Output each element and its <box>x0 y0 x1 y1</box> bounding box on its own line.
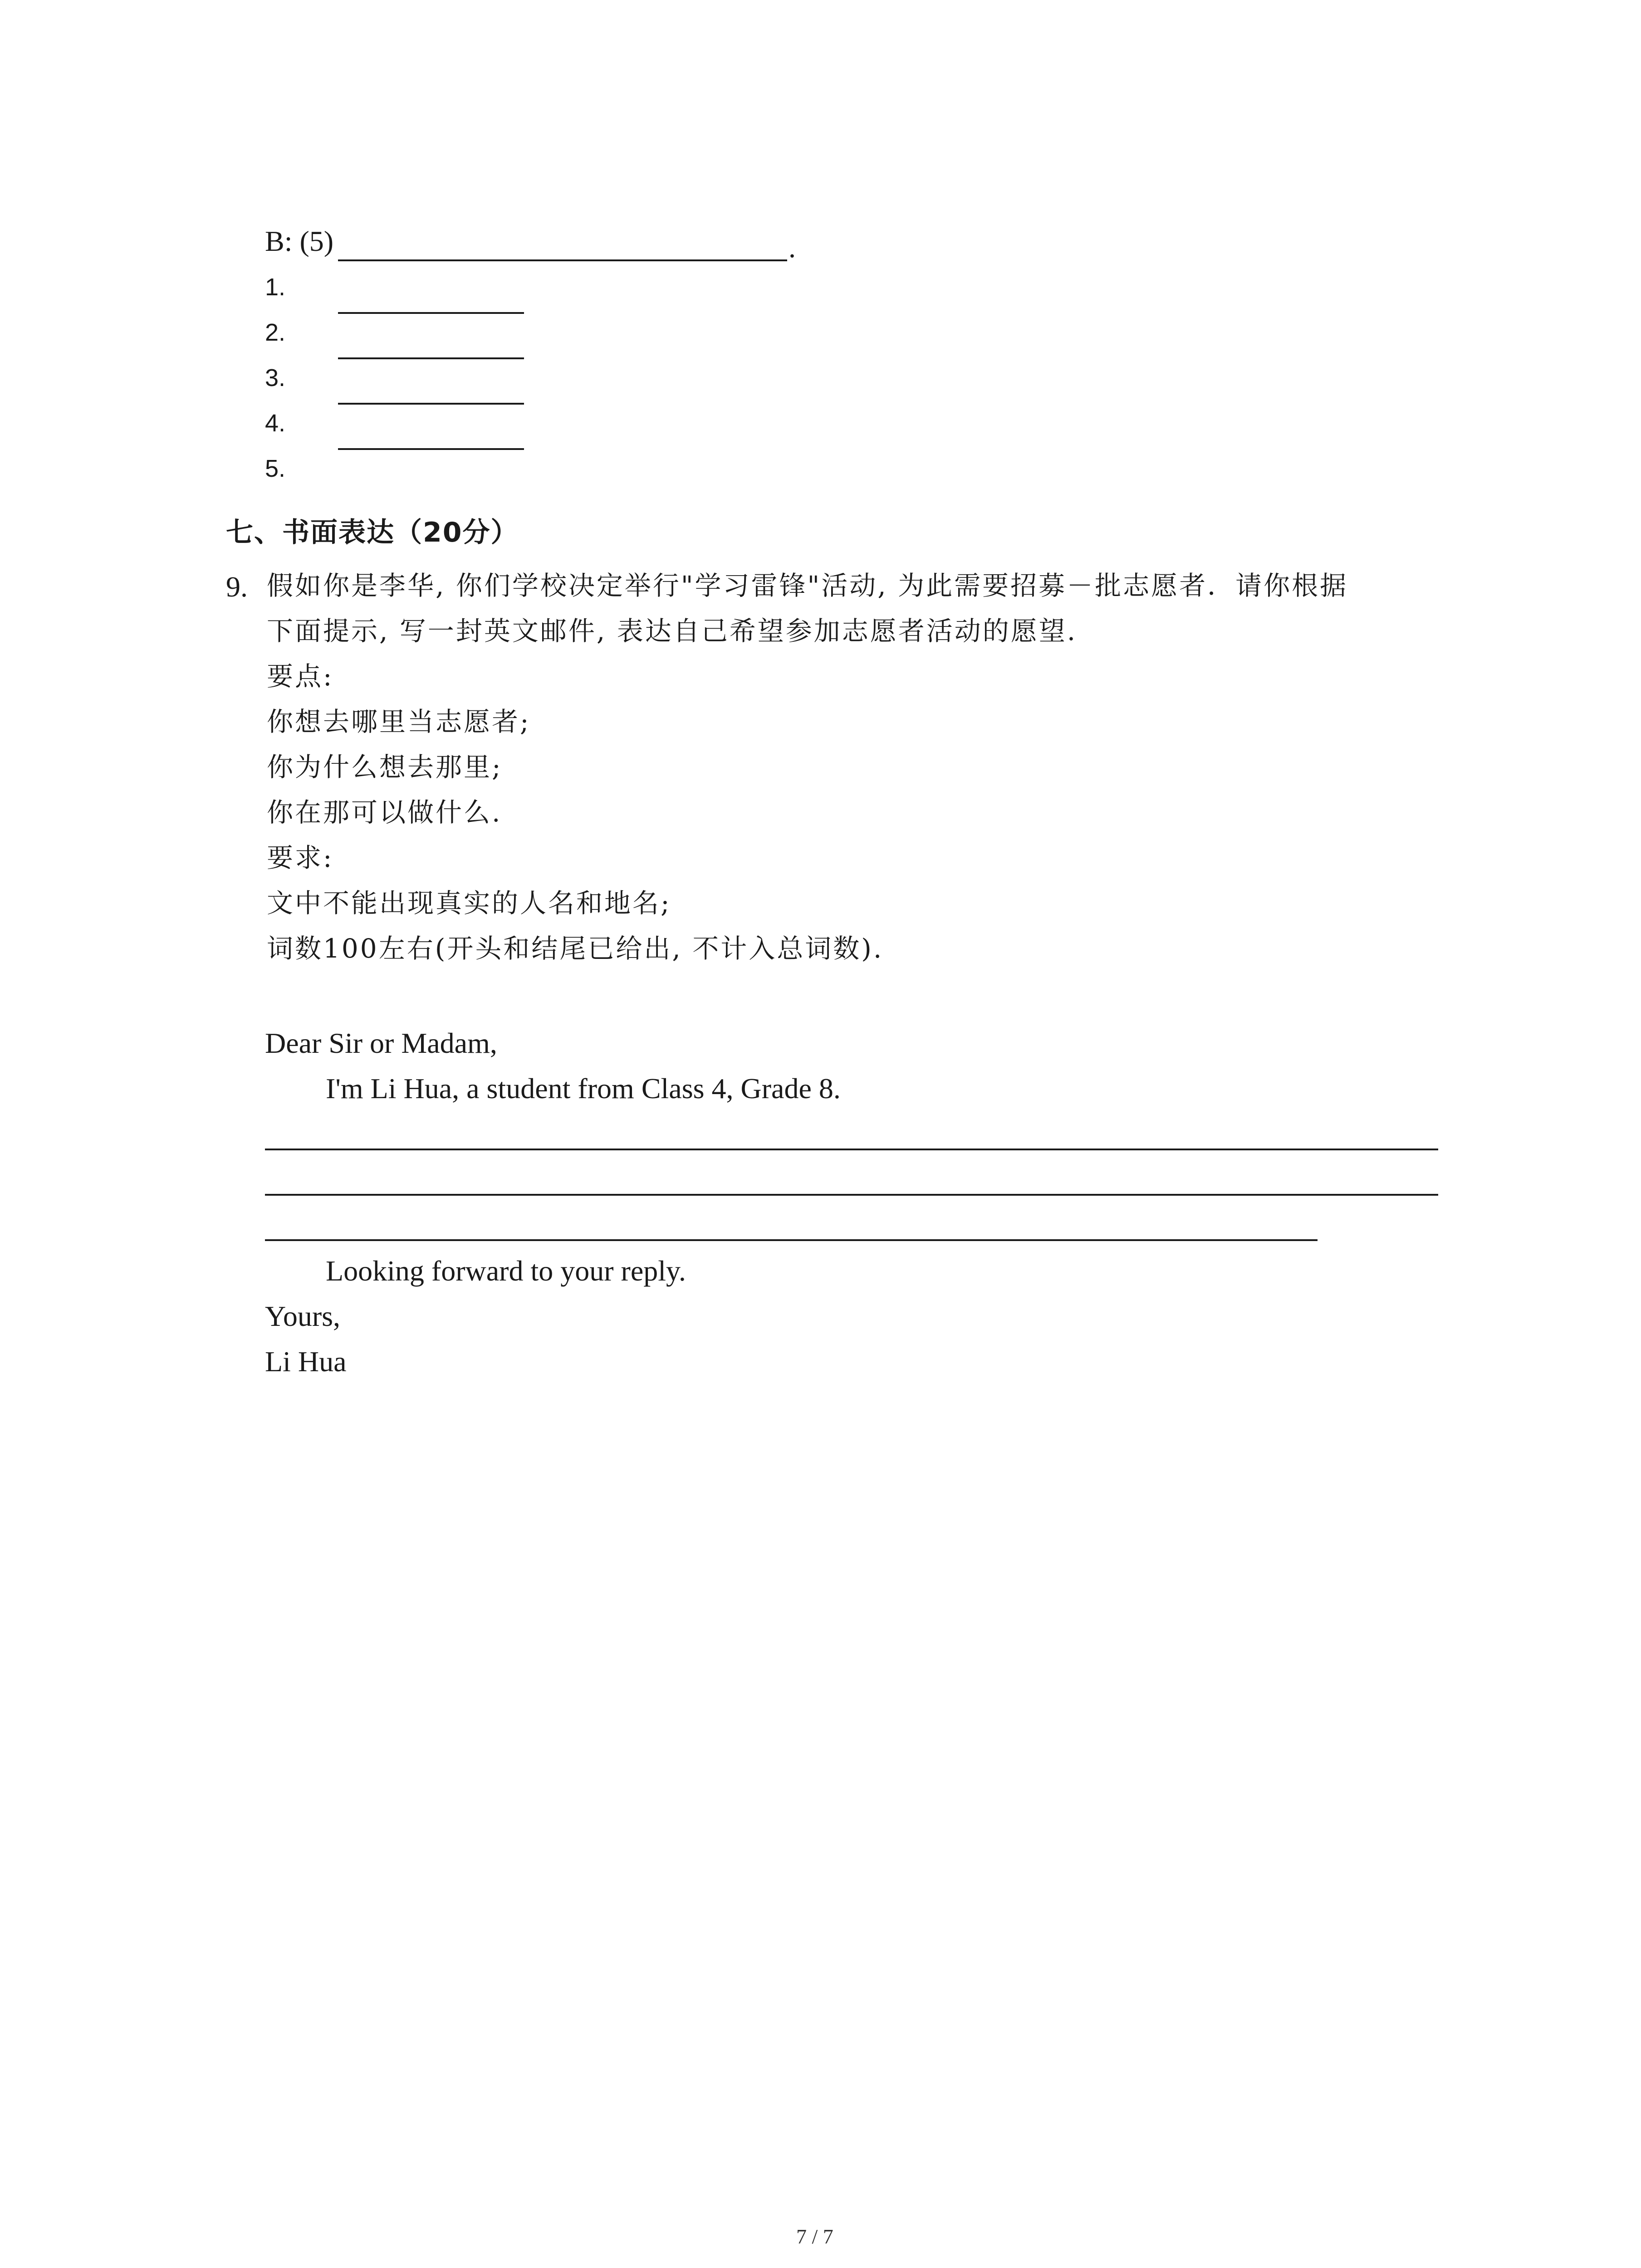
letter-opening: I'm Li Hua, a student from Class 4, Grade 8. <box>326 1072 841 1105</box>
question-text-line2: 下面提示, 写一封英文邮件, 表达自己希望参加志愿者活动的愿望. <box>267 616 1078 646</box>
answer-number-5: 5. <box>265 455 286 482</box>
point-item: 你在那可以做什么. <box>267 797 502 828</box>
answer-blank-1[interactable] <box>338 312 524 314</box>
writing-line-3[interactable] <box>265 1239 1318 1241</box>
section-heading: 七、书面表达（20分） <box>226 517 519 548</box>
page-number: 7 / 7 <box>796 2225 833 2248</box>
answer-blank-3[interactable] <box>338 403 524 405</box>
answer-number-3: 3. <box>265 364 286 391</box>
requirement-item: 文中不能出现真实的人名和地名; <box>267 888 671 919</box>
points-label: 要点: <box>267 661 334 692</box>
writing-line-2[interactable] <box>265 1194 1438 1196</box>
point-item: 你想去哪里当志愿者; <box>267 706 531 737</box>
requirements-label: 要求: <box>267 842 334 873</box>
letter-signoff: Yours, <box>265 1300 341 1332</box>
b-label: B: (5) <box>265 225 334 257</box>
answer-number-4: 4. <box>265 410 286 437</box>
b-period: . <box>789 231 796 264</box>
question-text-line1: 假如你是李华, 你们学校决定举行"学习雷锋"活动, 为此需要招募－批志愿者．请你根据 <box>267 570 1348 601</box>
answer-blank-2[interactable] <box>338 357 524 359</box>
answer-blank-4[interactable] <box>338 448 524 450</box>
letter-closing: Looking forward to your reply. <box>326 1255 686 1287</box>
letter-name: Li Hua <box>265 1345 347 1378</box>
b-answer-line[interactable] <box>338 259 787 261</box>
answer-number-1: 1. <box>265 274 286 301</box>
letter-salutation: Dear Sir or Madam, <box>265 1027 497 1059</box>
question-number: 9. <box>226 571 248 603</box>
point-item: 你为什么想去那里; <box>267 752 503 782</box>
writing-line-1[interactable] <box>265 1149 1438 1150</box>
requirement-item: 词数100左右(开头和结尾已给出, 不计入总词数). <box>267 933 884 964</box>
answer-number-2: 2. <box>265 319 286 346</box>
